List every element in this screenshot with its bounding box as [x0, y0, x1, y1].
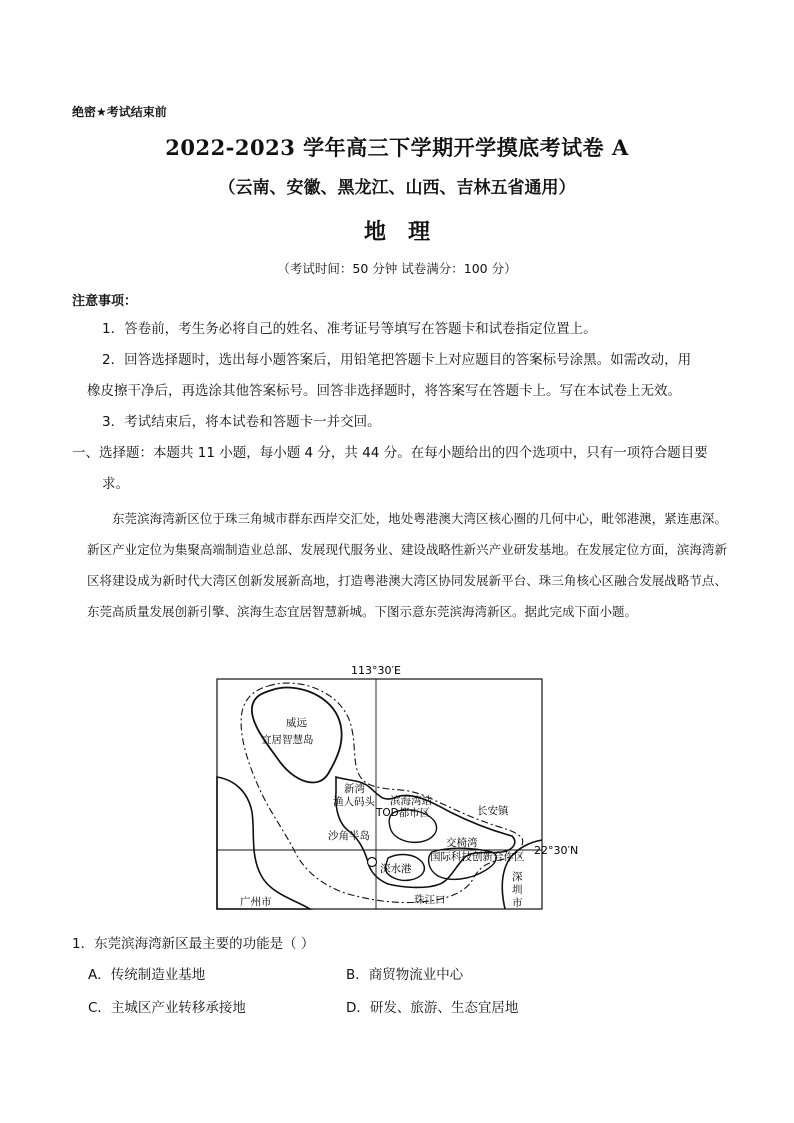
label-weiyuan: 威远	[286, 717, 307, 729]
label-xinwan: 新湾	[344, 783, 365, 795]
reading-passage: 东莞滨海湾新区位于珠三角城市群东西岸交汇处，地处粤港澳大湾区核心圈的几何中心，毗邻港澳，紧连惠深。新区产业定位为集聚高端制造业总部、发展现代服务业、建设战略性新兴产业研发基地。在发展定位方面，滨海湾新区将建设成为新时代大湾区创新发展新高地，打造粤港澳大湾区协同发展新平台、珠三角核心区融合发展战略节点、东莞高质量发展创新引擎、滨海生态宜居智慧新城。下图示意东莞滨海湾新区。据此完成下面小题。	[87, 511, 727, 619]
label-pearl-river-mouth: 珠江口	[414, 894, 446, 906]
notice-item-2-line-1: 2．回答选择题时，选出每小题答案后，用铅笔把答题卡上对应题目的答案标号涂黑。如需改动，用	[102, 352, 692, 368]
label-fishermans-wharf: 渔人码头	[333, 796, 375, 808]
notice-heading: 注意事项：	[72, 294, 138, 309]
notice-item-3: 3．考试结束后，将本试卷和答题卡一并交回。	[102, 414, 381, 430]
exam-title: 2022-2023 学年高三下学期开学摸底考试卷 A	[165, 135, 629, 160]
binhaiwan-map	[200, 662, 579, 912]
label-shenzhen-2: 圳	[512, 884, 523, 896]
label-shajiao: 沙角半岛	[328, 830, 370, 842]
label-binhaiwan-station: 滨海湾站	[390, 795, 432, 807]
label-shenzhen-1: 深	[512, 871, 523, 883]
exam-subtitle: （云南、安徽、黑龙江、山西、吉林五省通用）	[218, 178, 576, 198]
notice-item-1: 1．答卷前，考生务必将自己的姓名、准考证号等填写在答题卡和试卷指定位置上。	[102, 321, 597, 337]
subject-title: 地理	[363, 219, 452, 245]
label-jiaoyiwan: 交椅湾	[446, 837, 478, 849]
section-heading-cont: 求。	[102, 476, 129, 492]
exam-info: （考试时间：50 分钟 试卷满分：100 分）	[277, 261, 517, 276]
notice-item-2-line-2: 橡皮擦干净后，再选涂其他答案标号。回答非选择题时，将答案写在答题卡上。写在本试卷上无效。	[87, 383, 681, 399]
label-tod-district: TOD都市区	[376, 807, 431, 819]
label-shenzhen-3: 市	[512, 897, 523, 909]
map-figure	[200, 662, 579, 912]
question-1-option-d: D．研发、旅游、生态宜居地	[346, 1000, 519, 1016]
question-1-option-b: B．商贸物流业中心	[346, 967, 464, 983]
label-guangzhou: 广州市	[240, 896, 272, 908]
question-1-option-a: A．传统制造业基地	[88, 967, 206, 983]
label-innovation-zone: 国际科技创新合作区	[430, 851, 525, 863]
question-1-option-c: C．主城区产业转移承接地	[88, 1000, 246, 1016]
confidential-label: 绝密★考试结束前	[72, 105, 167, 119]
section-heading: 一、选择题：本题共 11 小题，每小题 4 分，共 44 分。在每小题给出的四个选项中，只有一项符合题目要	[72, 445, 708, 461]
question-1-stem: 1．东莞滨海湾新区最主要的功能是（ ）	[72, 936, 315, 952]
deep-water-port-marker	[368, 858, 377, 867]
label-smart-island: 宜居智慧岛	[261, 734, 314, 746]
latitude-label: 22°30′N	[534, 844, 579, 857]
label-changan: 长安镇	[477, 805, 509, 817]
label-deep-water-port: 深水港	[380, 863, 412, 875]
longitude-label: 113°30′E	[351, 664, 401, 677]
